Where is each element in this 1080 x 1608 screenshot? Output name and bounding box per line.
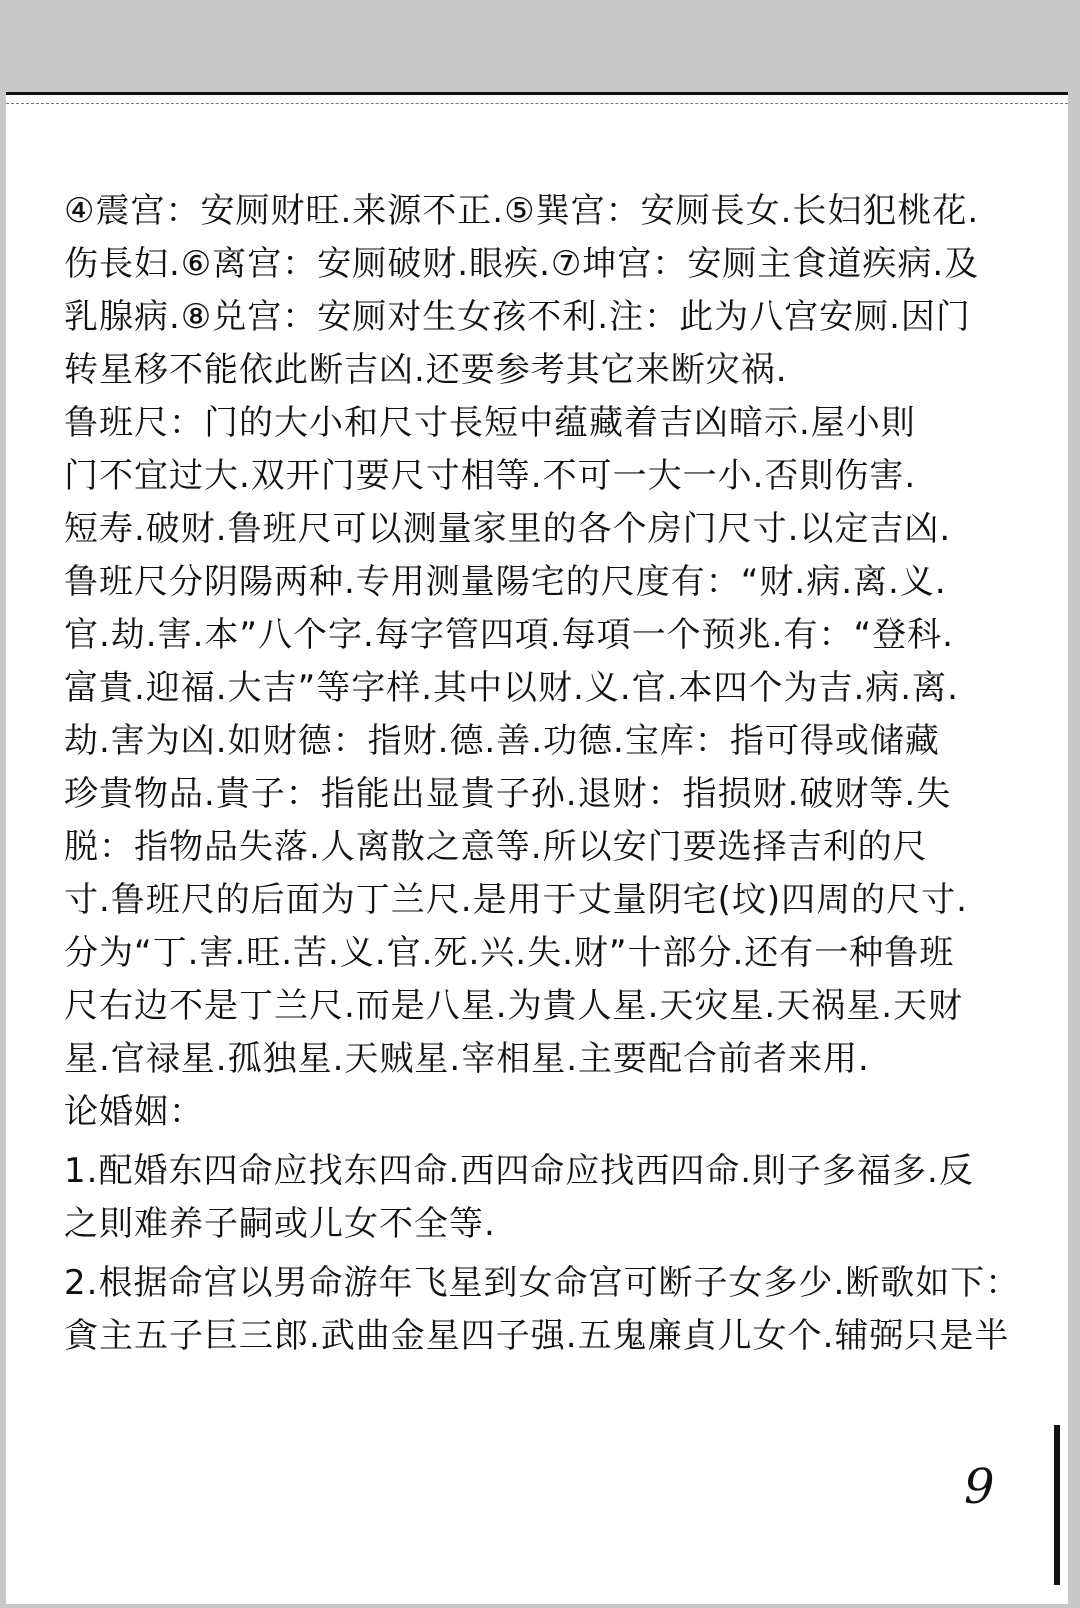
section-heading: 论婚姻： [64, 1092, 204, 1132]
top-rule [6, 103, 1068, 104]
scan-edge-mark [1054, 1425, 1060, 1585]
text-line: 官.劫.害.本”八个字.每字管四項.每項一个预兆.有：“登科. [64, 615, 954, 655]
text-line: 1.配婚东四命应找东四命.西四命应找西四命.則子多福多.反 [64, 1151, 974, 1191]
text-line: ④震宫：安厕财旺.来源不正.⑤巽宫：安厕長女.长妇犯桃花. [64, 191, 980, 231]
text-line: 分为“丁.害.旺.苦.义.官.死.兴.失.财”十部分.还有一种鲁班 [64, 933, 955, 973]
page-number: 9 [964, 1459, 995, 1515]
text-line: 短寿.破财.鲁班尺可以测量家里的各个房门尺寸.以定吉凶. [64, 509, 952, 549]
text-line: 劫.害为凶.如财德：指财.德.善.功德.宝库：指可得或储藏 [64, 721, 940, 761]
text-line: 尺右边不是丁兰尺.而是八星.为貴人星.天灾星.天祸星.天财 [64, 986, 964, 1026]
text-line: 之則难养子嗣或儿女不全等. [64, 1204, 496, 1244]
text-line: 鲁班尺：门的大小和尺寸長短中蕴藏着吉凶暗示.屋小則 [64, 403, 916, 443]
text-line: 门不宜过大.双开门要尺寸相等.不可一大一小.否則伤害. [64, 456, 917, 496]
text-line: 乳腺病.⑧兑宫：安厕对生女孩不利.注：此为八宫安厕.因门 [64, 297, 971, 337]
text-line: 鲁班尺分阴陽两种.专用测量陽宅的尺度有：“财.病.离.义. [64, 562, 947, 602]
text-line: 伤長妇.⑥离宫：安厕破财.眼疾.⑦坤宫：安厕主食道疾病.及 [64, 244, 980, 284]
text-line: 富貴.迎福.大吉”等字样.其中以财.义.官.本四个为吉.病.离. [64, 668, 959, 708]
text-line: 脱：指物品失落.人离散之意等.所以安门要选择吉利的尺 [64, 827, 928, 867]
text-line: 寸.鲁班尺的后面为丁兰尺.是用于丈量阴宅(坟)四周的尺寸. [64, 880, 968, 920]
text-line: 珍貴物品.貴子：指能出显貴子孙.退财：指损财.破财等.失 [64, 774, 952, 814]
text-line: 貪主五子巨三郎.武曲金星四子强.五鬼廉貞儿女个.辅弼只是半 [64, 1316, 1010, 1356]
text-line: 2.根据命宫以男命游年飞星到女命宫可断子女多少.断歌如下： [64, 1263, 1021, 1303]
document-page [6, 92, 1068, 1604]
text-line: 星.官禄星.孤独星.天贼星.宰相星.主要配合前者来用. [64, 1039, 870, 1079]
handwritten-text-body [64, 185, 1024, 1363]
text-line: 转星移不能依此断吉凶.还要参考其它来断灾祸. [64, 350, 788, 390]
